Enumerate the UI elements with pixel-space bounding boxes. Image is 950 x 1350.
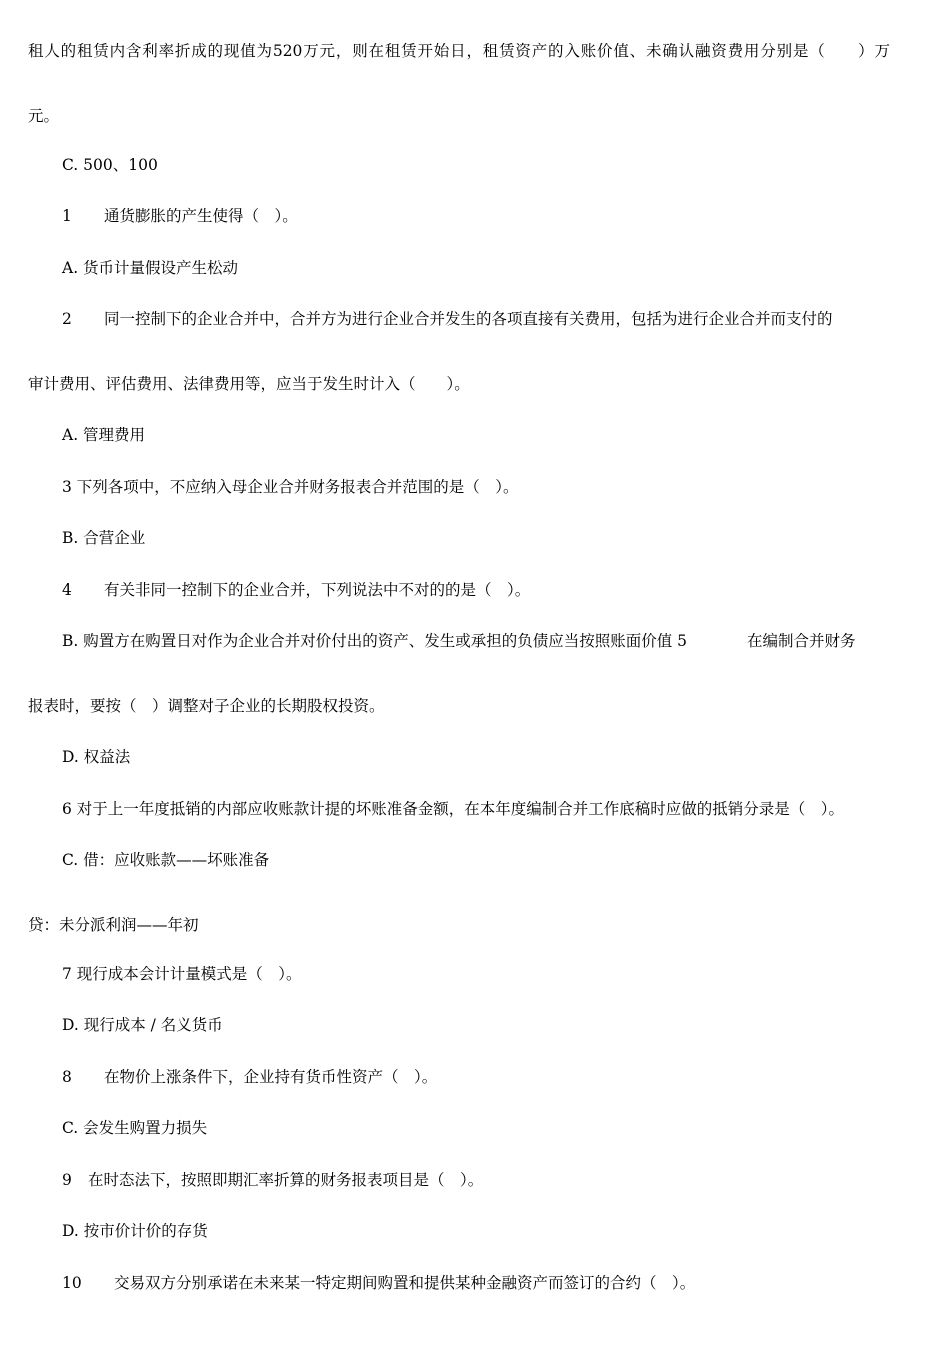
answer-option: C. 会发生购置力损失 <box>62 1119 208 1137</box>
text-line: 贷：未分派利润——年初 <box>28 916 199 934</box>
question-text: 同一控制下的企业合并中，合并方为进行企业合并发生的各项直接有关费用，包括为进行企业合并而支付的 <box>104 310 833 328</box>
question-number: 8 <box>62 1068 72 1086</box>
answer-option: D. 按市价计价的存货 <box>62 1222 208 1240</box>
question-text: 有关非同一控制下的企业合并，下列说法中不对的的是（ ）。 <box>104 581 531 599</box>
question-number: 2 <box>62 310 72 328</box>
question-text: 交易双方分别承诺在未来某一特定期间购置和提供某种金融资产而签订的合约（ ）。 <box>114 1274 696 1292</box>
question-text: 通货膨胀的产生使得（ ）。 <box>104 207 298 225</box>
answer-option: A. 货币计量假设产生松动 <box>62 259 239 277</box>
text-line: 元。 <box>28 107 60 125</box>
question-line <box>62 309 833 329</box>
answer-option: C. 借：应收账款——坏账准备 <box>62 851 270 869</box>
question-line <box>62 206 298 226</box>
text-line: 报表时，要按（ ）调整对子企业的长期股权投资。 <box>28 697 385 715</box>
answer-option: D. 现行成本 / 名义货币 <box>62 1016 223 1034</box>
answer-option: D. 权益法 <box>62 748 131 766</box>
text-line: 审计费用、评估费用、法律费用等，应当于发生时计入（ ）。 <box>28 375 470 393</box>
answer-option: A. 管理费用 <box>62 426 146 444</box>
question-line <box>62 1067 437 1087</box>
question-number: 1 <box>62 207 72 225</box>
question-line <box>62 1273 695 1293</box>
answer-option <box>62 631 856 651</box>
question-number: 4 <box>62 581 72 599</box>
answer-option: C. 500、100 <box>62 156 158 174</box>
question-number: 9 <box>62 1171 72 1189</box>
question-line <box>62 1170 483 1190</box>
question-line: 6 对于上一年度抵销的内部应收账款计提的坏账准备金额，在本年度编制合并工作底稿时应做的抵销分录是（ ）。 <box>62 800 845 818</box>
text-line: 租人的租赁内含利率折成的现值为520万元，则在租赁开始日，租赁资产的入账价值、未确认融资费用分别是（ ）万 <box>28 42 890 60</box>
question-text: 在编制合并财务 <box>747 632 856 650</box>
question-line: 7 现行成本会计计量模式是（ ）。 <box>62 965 302 983</box>
question-number: 10 <box>62 1274 82 1292</box>
question-line <box>62 580 530 600</box>
answer-text: B. 购置方在购置日对作为企业合并对价付出的资产、发生或承担的负债应当按照账面价值 5 <box>62 632 688 650</box>
answer-option: B. 合营企业 <box>62 529 146 547</box>
question-text: 在物价上涨条件下，企业持有货币性资产（ ）。 <box>104 1068 438 1086</box>
question-line: 3 下列各项中，不应纳入母企业合并财务报表合并范围的是（ ）。 <box>62 478 519 496</box>
question-text: 在时态法下，按照即期汇率折算的财务报表项目是（ ）。 <box>88 1171 484 1189</box>
